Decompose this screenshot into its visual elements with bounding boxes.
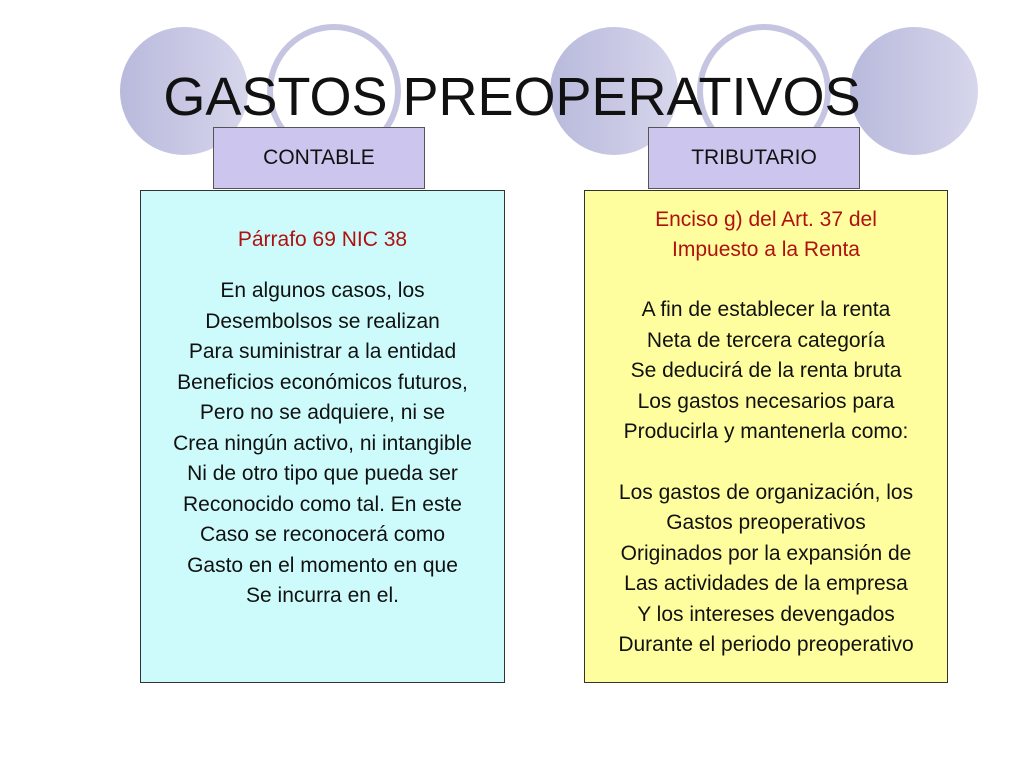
contable-line: Caso se reconocerá como — [199, 523, 446, 546]
contable-line: En algunos casos, los — [220, 279, 425, 302]
tributario-line: Durante el periodo preoperativo — [618, 633, 914, 656]
contable-heading: Párrafo 69 NIC 38 — [237, 228, 408, 251]
contable-line: Ni de otro tipo que pueda ser — [187, 462, 458, 485]
slide-title: GASTOS PREOPERATIVOS — [163, 67, 861, 127]
tributario-line: Y los intereses devengados — [637, 602, 895, 626]
tributario-line: Se deducirá de la renta bruta — [630, 359, 902, 382]
tab-contable-label: CONTABLE — [263, 146, 375, 169]
tributario-heading-line: Enciso g) del Art. 37 del — [655, 208, 877, 231]
contable-line: Desembolsos se realizan — [205, 309, 440, 333]
tributario-line: Neta de tercera categoría — [646, 328, 886, 352]
tributario-line: Originados por la expansión de — [620, 541, 912, 565]
tab-contable — [213, 127, 425, 189]
tributario-line: Los gastos necesarios para — [637, 389, 895, 413]
tributario-line: Gastos preoperativos — [666, 511, 866, 534]
contable-line: Crea ningún activo, ni intangible — [173, 431, 472, 455]
contable-line: Beneficios económicos futuros, — [177, 370, 468, 394]
tributario-heading — [585, 205, 947, 265]
contable-line: Se incurra en el. — [246, 584, 399, 607]
tributario-line: Producirla y mantenerla como: — [623, 420, 909, 443]
tributario-heading-line: Impuesto a la Renta — [672, 238, 860, 261]
tab-tributario — [648, 127, 860, 189]
tributario-line: Los gastos de organización, los — [618, 480, 914, 504]
contable-line: Reconocido como tal. En este — [183, 492, 462, 516]
contable-body — [141, 276, 504, 612]
tributario-line: Las actividades de la empresa — [624, 572, 908, 595]
contable-line: Para suministrar a la entidad — [188, 340, 457, 363]
tributario-paragraph-1 — [585, 295, 947, 448]
tributario-box — [584, 190, 948, 683]
contable-line: Pero no se adquiere, ni se — [199, 401, 446, 424]
contable-line: Gasto en el momento en que — [187, 553, 458, 577]
tab-tributario-label: TRIBUTARIO — [691, 146, 817, 169]
contable-box — [140, 190, 505, 683]
tributario-paragraph-2 — [585, 478, 947, 661]
tributario-line: A fin de establecer la renta — [641, 298, 891, 321]
